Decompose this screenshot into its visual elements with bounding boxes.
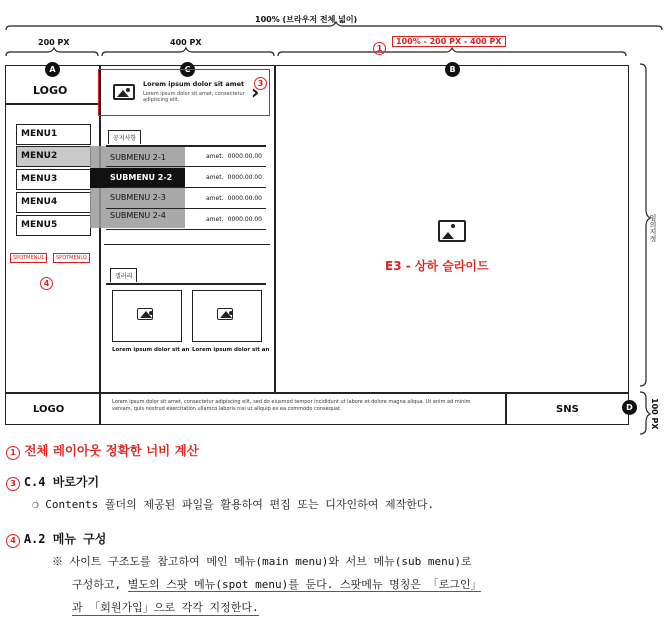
col-a-width-label: 200 PX xyxy=(38,38,70,47)
notice-text: amet. xyxy=(206,153,224,160)
footer-col-divider-1 xyxy=(99,393,101,425)
logo-divider xyxy=(6,103,99,105)
total-width-label: 100% (브라우저 전체 넓이) xyxy=(255,15,358,24)
footer-sns[interactable]: SNS xyxy=(556,404,579,415)
note-1-text: 전체 레이아웃 정확한 너비 계산 xyxy=(24,443,199,458)
col-b-width-label: 100% - 200 PX - 400 PX xyxy=(392,36,506,47)
shortcut-box[interactable] xyxy=(98,69,270,116)
badge-c: C xyxy=(180,62,195,77)
notice-row[interactable] xyxy=(106,167,266,188)
menu-item-4[interactable]: MENU4 xyxy=(16,192,91,213)
section-divider xyxy=(104,244,270,245)
height-braces xyxy=(630,60,670,440)
notice-row[interactable] xyxy=(106,146,266,167)
note-4-line1: ※ 사이트 구조도를 참고하여 메인 메뉴(main menu)와 서브 메뉴(sub menu)로 xyxy=(52,555,472,568)
col-c-width-label: 400 PX xyxy=(170,38,202,47)
notice-text: amet. xyxy=(206,195,224,202)
footer-text: Lorem ipsum dolor sit amet, consectetur adipiscing elit, sed do eiusmod tempor incididunt ut labore et dolore magna aliqua. Ut enim ad minim veniam, quis nostrud exercitation ullamco laboris nisi ut aliquip ex ea commodo consequat. xyxy=(112,399,471,412)
badge-d: D xyxy=(622,400,637,415)
shortcut-title: Lorem ipsum dolor sit amet xyxy=(143,80,245,88)
gallery-caption-1: Lorem ipsum dolor sit an xyxy=(112,347,190,353)
notice-text: amet. xyxy=(206,216,224,223)
submenu-item-3[interactable]: SUBMENU 2-3 xyxy=(110,193,166,202)
notice-date: 0000.00.00 xyxy=(227,174,262,181)
gallery-image-1[interactable] xyxy=(112,290,182,342)
notice-date: 0000.00.00 xyxy=(227,216,262,223)
notice-date: 0000.00.00 xyxy=(227,153,262,160)
notice-row[interactable] xyxy=(106,188,266,209)
notice-date: 0000.00.00 xyxy=(227,195,262,202)
header-logo[interactable]: LOGO xyxy=(33,84,68,97)
note-3: 3 C.4 바로가기 xyxy=(6,473,99,491)
gallery-tab[interactable]: 갤러리 xyxy=(110,268,137,282)
shortcut-marker: 3 xyxy=(254,71,267,90)
submenu-item-2[interactable]: SUBMENU 2-2 xyxy=(90,168,185,188)
dimension-braces xyxy=(0,0,670,60)
image-icon xyxy=(217,308,233,320)
badge-a: A xyxy=(45,62,60,77)
image-icon xyxy=(137,308,153,320)
badge-b: B xyxy=(445,62,460,77)
footer-logo[interactable]: LOGO xyxy=(33,404,65,415)
menu-item-1[interactable]: MENU1 xyxy=(16,124,91,145)
menu-item-5[interactable]: MENU5 xyxy=(16,215,91,236)
note-3-body: ❍ Contents 폴더의 제공된 파일을 활용하여 편집 또는 디자인하여 제작한다. xyxy=(32,498,435,511)
shortcut-body: Lorem ipsum dolor sit amet, consectetur adipiscing elit. xyxy=(143,91,245,103)
slide-image-icon xyxy=(438,220,466,242)
spot-menu-1[interactable]: SPOTMENU1 xyxy=(10,253,47,263)
main-height-label: 임의지정 xyxy=(649,214,657,242)
submenu-item-1[interactable]: SUBMENU 2-1 xyxy=(110,153,166,162)
notice-row[interactable] xyxy=(106,209,266,230)
note-4-line2: 구성하고, 별도의 스팟 메뉴(spot menu)를 둔다. 스팟메뉴 명칭은 「로그인」 xyxy=(72,578,482,591)
note-4: 4 A.2 메뉴 구성 xyxy=(6,530,106,548)
col-b-width-marker: 1 xyxy=(373,36,386,55)
note-4-line3: 과 「회원가입」으로 각각 지정한다. xyxy=(72,601,259,614)
gallery-caption-2: Lorem ipsum dolor sit an xyxy=(192,347,270,353)
spot-menu-2[interactable]: SPOTMENU2 xyxy=(53,253,90,263)
spot-menu-marker: 4 xyxy=(40,271,53,290)
menu-item-3[interactable]: MENU3 xyxy=(16,169,91,190)
footer-col-divider-2 xyxy=(505,393,507,425)
note-1: 1 전체 레이아웃 정확한 너비 계산 xyxy=(6,441,199,460)
shortcut-image-icon xyxy=(113,84,135,100)
note-4-highlight: 별도의 스팟 메뉴(spot menu)를 둔다. 스팟메뉴 명칭은 「로그인」 xyxy=(127,578,482,591)
col-c-divider xyxy=(274,65,276,393)
chevron-right-icon[interactable]: › xyxy=(251,80,260,104)
gallery-image-2[interactable] xyxy=(192,290,262,342)
gallery-top-line xyxy=(106,283,266,285)
notice-tab[interactable]: 공지사항 xyxy=(108,130,141,144)
slide-label: E3 - 상하 슬라이드 xyxy=(385,259,489,273)
footer-height-label: 100 PX xyxy=(650,398,659,430)
submenu-item-4[interactable]: SUBMENU 2-4 xyxy=(110,211,166,220)
notice-text: amet. xyxy=(206,174,224,181)
note-3-title: C.4 바로가기 xyxy=(23,475,100,489)
menu-item-2[interactable]: MENU2 xyxy=(16,146,91,167)
note-4-title: A.2 메뉴 구성 xyxy=(23,532,107,546)
